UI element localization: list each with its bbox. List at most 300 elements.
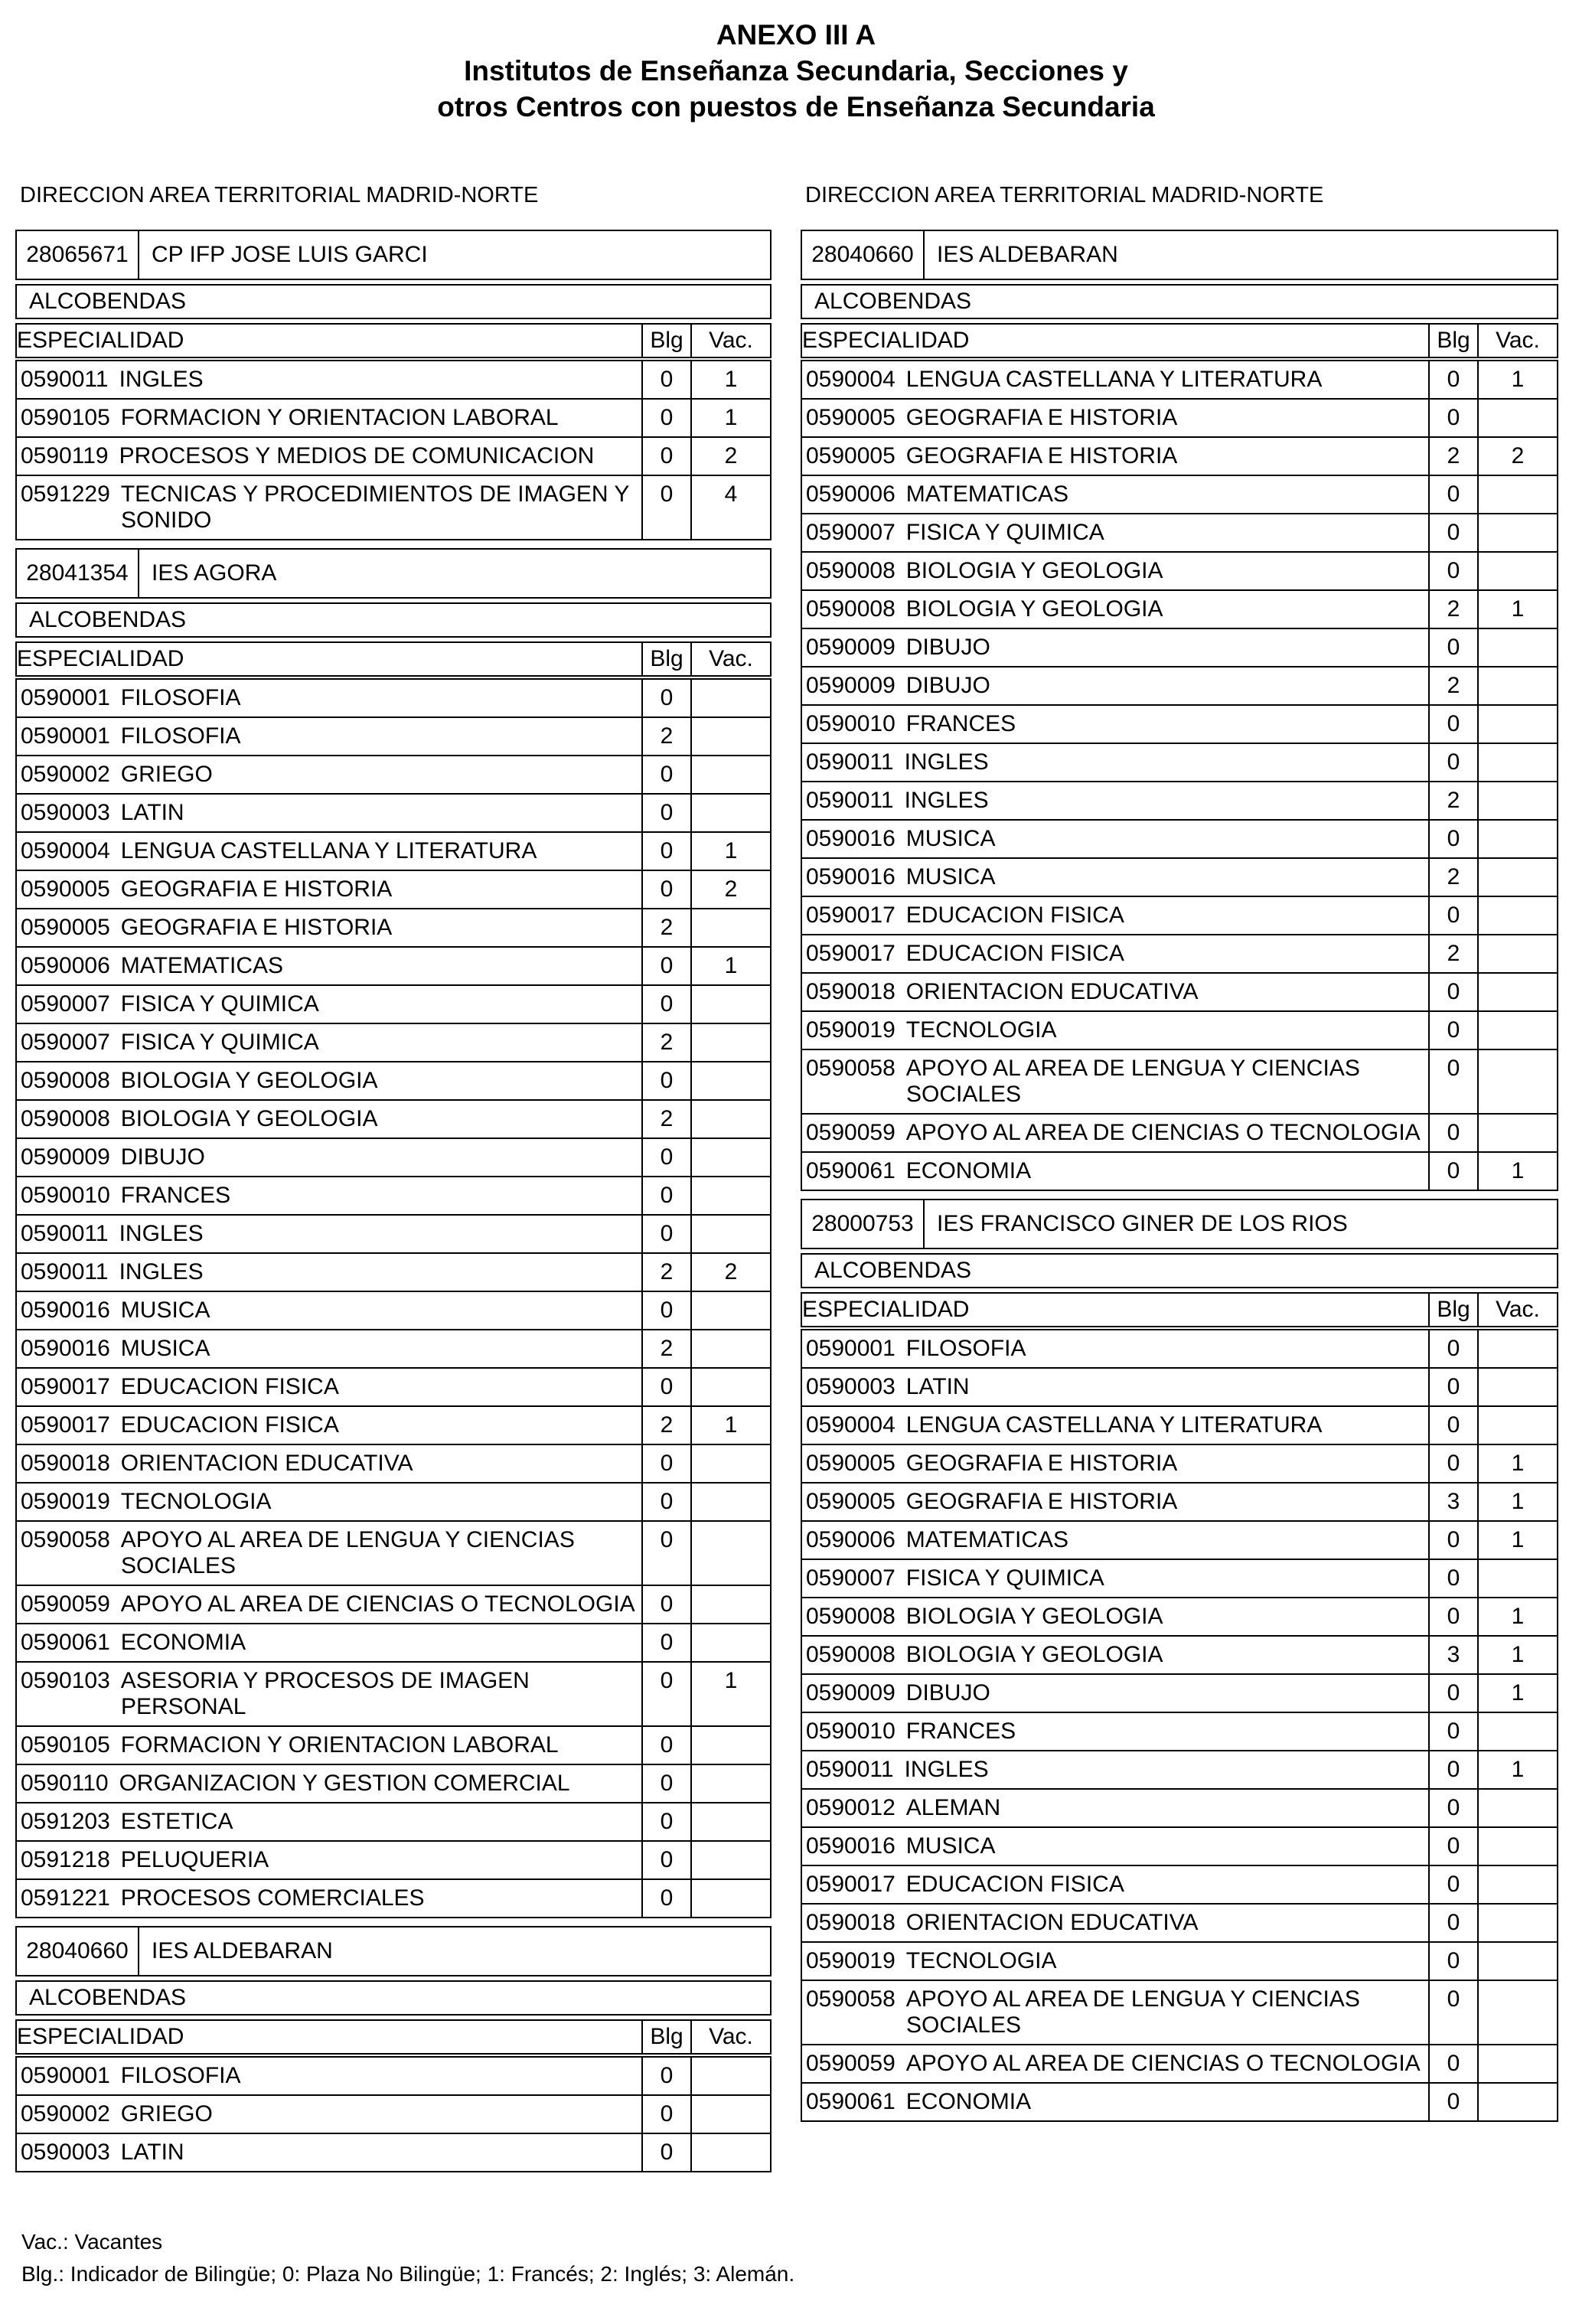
title-line-2: Institutos de Enseñanza Secundaria, Secciones y: [464, 55, 1128, 86]
specialty-row: [801, 514, 1558, 552]
title-line-3: otros Centros con puestos de Enseñanza Secundaria: [437, 91, 1155, 122]
vac-value: 1: [691, 832, 771, 870]
specialty-code: 0590010: [806, 711, 895, 736]
blg-value: 0: [1429, 475, 1478, 514]
blg-value: 0: [1429, 514, 1478, 552]
specialty-row: [801, 1152, 1558, 1190]
specialty-name: EDUCACION FISICA: [905, 903, 1124, 928]
specialties-header-row: [801, 324, 1558, 359]
specialty-row: [801, 475, 1558, 514]
specialty-row: [801, 1114, 1558, 1152]
specialty-name: DIBUJO: [905, 1680, 990, 1705]
specialty-row: [801, 1674, 1558, 1712]
specialty-name: ECONOMIA: [120, 1630, 246, 1655]
specialty-code: 0590016: [21, 1297, 110, 1323]
specialty-row: [16, 475, 771, 540]
specialty-row: [801, 1942, 1558, 1980]
specialty-name: ECONOMIA: [905, 2089, 1032, 2114]
blg-value: 0: [642, 947, 691, 985]
specialty-name: INGLES: [119, 367, 204, 392]
specialty-code: 0590019: [806, 1017, 895, 1043]
blg-value: 0: [1429, 1049, 1478, 1114]
vac-value: [1478, 1827, 1558, 1865]
specialty-code: 0590008: [21, 1106, 110, 1131]
blg-value: 0: [642, 437, 691, 475]
specialty-name: MUSICA: [905, 826, 996, 851]
vac-value: [1478, 973, 1558, 1011]
specialty-code: 0591203: [21, 1809, 110, 1834]
specialties-table: [15, 641, 772, 1918]
vac-value: [691, 717, 771, 756]
blg-value: 0: [642, 1483, 691, 1521]
vac-value: [1478, 1049, 1558, 1114]
school-section: [15, 548, 772, 1918]
specialty-name: FORMACION Y ORIENTACION LABORAL: [120, 1732, 559, 1758]
specialties-table: [801, 1292, 1558, 2122]
specialty-name: FRANCES: [120, 1183, 231, 1208]
vac-value: [691, 1215, 771, 1253]
vac-column-header: Vac.: [1478, 324, 1558, 359]
legend-blg-line: Blg.: Indicador de Bilingüe; 0: Plaza No Bilingüe; 1: Francés; 2: Inglés; 3: Alemán.: [21, 2262, 795, 2286]
blg-value: 2: [642, 1406, 691, 1444]
vac-value: [1478, 628, 1558, 667]
blg-value: 0: [642, 1062, 691, 1100]
specialty-row: [801, 1636, 1558, 1674]
specialty-name: INGLES: [904, 788, 989, 813]
specialty-code: 0590012: [806, 1795, 895, 1820]
specialty-name: MATEMATICAS: [905, 1527, 1069, 1552]
school-code: 28000753: [802, 1200, 925, 1248]
specialty-row: [801, 1789, 1558, 1827]
specialty-code: 0590001: [21, 685, 110, 710]
vac-value: 1: [1478, 1521, 1558, 1559]
specialty-name: INGLES: [904, 1757, 989, 1782]
school-section: [801, 1199, 1558, 2122]
blg-value: 2: [1429, 590, 1478, 628]
blg-value: 2: [642, 1330, 691, 1368]
vac-value: 2: [691, 437, 771, 475]
blg-value: 0: [642, 1177, 691, 1215]
specialty-code: 0590005: [806, 443, 895, 468]
blg-value: 0: [1429, 1751, 1478, 1789]
specialty-name: BIOLOGIA Y GEOLOGIA: [905, 596, 1163, 622]
specialty-code: 0590002: [21, 2101, 110, 2127]
document-title: [0, 17, 1592, 125]
blg-value: 0: [642, 1291, 691, 1330]
specialty-row: [16, 1879, 771, 1918]
specialty-name: TECNOLOGIA: [120, 1489, 272, 1514]
specialty-code: 0590105: [21, 405, 110, 430]
specialty-code: 0591218: [21, 1847, 110, 1872]
blg-value: 0: [642, 2133, 691, 2172]
specialty-row: [16, 1368, 771, 1406]
blg-value: 0: [1429, 705, 1478, 743]
vac-value: [1478, 552, 1558, 590]
vac-value: [691, 1521, 771, 1585]
vac-value: [691, 794, 771, 832]
blg-column-header: Blg: [1429, 324, 1478, 359]
blg-value: 0: [642, 1764, 691, 1803]
specialty-row: [16, 1726, 771, 1764]
specialty-row: [16, 1406, 771, 1444]
blg-value: 0: [1429, 820, 1478, 858]
specialty-code: 0590009: [806, 635, 895, 660]
specialty-name: EDUCACION FISICA: [905, 941, 1124, 966]
specialty-row: [16, 1177, 771, 1215]
blg-column-header: Blg: [642, 642, 691, 677]
specialty-code: 0590001: [21, 2063, 110, 2088]
specialty-code: 0590018: [21, 1451, 110, 1476]
blg-value: 0: [1429, 896, 1478, 935]
vac-value: 4: [691, 475, 771, 540]
specialty-row: [801, 935, 1558, 973]
vac-value: [691, 756, 771, 794]
specialty-row: [801, 820, 1558, 858]
specialty-name: FISICA Y QUIMICA: [905, 520, 1104, 545]
specialty-name: MATEMATICAS: [120, 953, 284, 978]
blg-value: 0: [642, 1726, 691, 1764]
specialty-code: 0590004: [21, 838, 110, 863]
blg-value: 0: [642, 1521, 691, 1585]
school-name: IES ALDEBARAN: [937, 242, 1118, 267]
specialty-name: FORMACION Y ORIENTACION LABORAL: [120, 405, 559, 430]
specialty-row: [16, 1444, 771, 1483]
blg-value: 2: [642, 1253, 691, 1291]
specialty-code: 0590004: [806, 367, 895, 392]
specialty-name: PROCESOS Y MEDIOS DE COMUNICACION: [119, 443, 595, 468]
vac-value: [1478, 820, 1558, 858]
school-section: [801, 230, 1558, 1191]
vac-value: [1478, 1865, 1558, 1904]
blg-value: 0: [642, 1662, 691, 1726]
specialty-code: 0590006: [806, 1527, 895, 1552]
specialty-code: 0590009: [21, 1144, 110, 1170]
specialty-row: [16, 1215, 771, 1253]
specialty-code: 0590010: [21, 1183, 110, 1208]
vac-value: [691, 1726, 771, 1764]
vac-column-header: Vac.: [691, 642, 771, 677]
vac-value: 2: [691, 870, 771, 909]
specialty-code: 0590011: [806, 1757, 894, 1782]
vac-value: 1: [691, 947, 771, 985]
blg-value: 0: [1429, 1827, 1478, 1865]
specialty-row: [16, 1764, 771, 1803]
specialty-name: ORIENTACION EDUCATIVA: [120, 1451, 413, 1476]
blg-value: 0: [642, 2095, 691, 2133]
specialty-code: 0590018: [806, 979, 895, 1004]
specialty-row: [801, 1559, 1558, 1598]
specialty-name: ASESORIA Y PROCESOS DE IMAGEN PERSONAL: [120, 1668, 530, 1719]
specialty-code: 0590058: [806, 1056, 895, 1081]
blg-value: 0: [1429, 1328, 1478, 1368]
specialty-name: GEOGRAFIA E HISTORIA: [120, 915, 393, 940]
specialty-row: [801, 628, 1558, 667]
school-name: IES AGORA: [152, 560, 277, 586]
specialty-code: 0590007: [806, 1565, 895, 1591]
vac-value: [691, 1100, 771, 1138]
vac-value: [691, 1764, 771, 1803]
specialty-row: [801, 437, 1558, 475]
locality: ALCOBENDAS: [801, 1253, 1558, 1288]
specialty-code: 0590002: [21, 762, 110, 787]
blg-value: 0: [1429, 2045, 1478, 2083]
specialties-table: [15, 323, 772, 540]
specialty-row: [16, 2055, 771, 2095]
specialty-name: ORIENTACION EDUCATIVA: [905, 979, 1199, 1004]
specialty-name: FILOSOFIA: [120, 2063, 241, 2088]
blg-value: 0: [1429, 1521, 1478, 1559]
school-section: [15, 1926, 772, 2172]
vac-value: [1478, 1980, 1558, 2045]
blg-value: 2: [1429, 782, 1478, 820]
vac-value: [691, 2095, 771, 2133]
blg-value: 0: [642, 1841, 691, 1879]
specialty-code: 0590059: [806, 1120, 895, 1145]
vac-value: [691, 985, 771, 1023]
specialty-name: APOYO AL AREA DE CIENCIAS O TECNOLOGIA: [120, 1591, 635, 1617]
specialty-code: 0590008: [806, 1642, 895, 1667]
specialties-header-row: [16, 324, 771, 359]
blg-value: 2: [642, 909, 691, 947]
blg-value: 0: [642, 1368, 691, 1406]
specialty-code: 0590011: [21, 1259, 109, 1284]
vac-value: [691, 1023, 771, 1062]
blg-value: 0: [1429, 1904, 1478, 1942]
blg-value: 0: [642, 794, 691, 832]
specialty-row: [16, 2133, 771, 2172]
specialty-row: [16, 794, 771, 832]
blg-value: 0: [1429, 1598, 1478, 1636]
blg-value: 0: [642, 399, 691, 437]
vac-value: [691, 1624, 771, 1662]
specialty-code: 0590016: [806, 1833, 895, 1859]
vac-value: [691, 1444, 771, 1483]
specialty-code: 0590110: [21, 1771, 109, 1796]
specialty-code: 0590103: [21, 1668, 110, 1693]
specialty-code: 0590001: [806, 1336, 895, 1361]
specialty-name: FRANCES: [905, 1719, 1016, 1744]
specialties-header-row: [16, 642, 771, 677]
column-left: [15, 182, 772, 2180]
specialty-row: [16, 1803, 771, 1841]
vac-value: 1: [691, 359, 771, 399]
specialty-row: [16, 1624, 771, 1662]
vac-value: [691, 1585, 771, 1624]
blg-value: 0: [642, 1624, 691, 1662]
vac-value: 1: [691, 1662, 771, 1726]
specialty-code: 0590005: [806, 1451, 895, 1476]
school-name: IES FRANCISCO GINER DE LOS RIOS: [937, 1211, 1348, 1236]
specialty-row: [16, 2095, 771, 2133]
specialty-code: 0590019: [21, 1489, 110, 1514]
vac-value: [1478, 782, 1558, 820]
especialidad-column-header: ESPECIALIDAD: [16, 642, 642, 677]
sections-right: [801, 230, 1558, 2122]
vac-value: 1: [691, 399, 771, 437]
specialty-row: [801, 1483, 1558, 1521]
specialty-name: BIOLOGIA Y GEOLOGIA: [120, 1068, 378, 1093]
vac-value: [1478, 514, 1558, 552]
blg-value: 2: [642, 717, 691, 756]
specialty-name: INGLES: [119, 1221, 204, 1246]
specialty-name: FILOSOFIA: [905, 1336, 1026, 1361]
blg-value: 0: [1429, 628, 1478, 667]
specialty-name: EDUCACION FISICA: [120, 1412, 339, 1438]
specialty-row: [801, 896, 1558, 935]
blg-column-header: Blg: [642, 324, 691, 359]
blg-value: 0: [642, 870, 691, 909]
vac-value: [691, 2133, 771, 2172]
specialty-name: BIOLOGIA Y GEOLOGIA: [120, 1106, 378, 1131]
specialty-name: GEOGRAFIA E HISTORIA: [905, 443, 1178, 468]
vac-value: [1478, 667, 1558, 705]
specialty-row: [801, 1827, 1558, 1865]
specialty-row: [16, 1291, 771, 1330]
specialty-row: [16, 832, 771, 870]
vac-value: 1: [1478, 1674, 1558, 1712]
specialty-code: 0590017: [806, 903, 895, 928]
specialty-row: [16, 870, 771, 909]
blg-value: 2: [1429, 858, 1478, 896]
specialty-name: DIBUJO: [905, 673, 990, 698]
specialty-code: 0590011: [806, 749, 894, 775]
blg-value: 0: [1429, 1114, 1478, 1152]
vac-value: [1478, 2045, 1558, 2083]
specialty-code: 0590018: [806, 1910, 895, 1935]
specialty-name: BIOLOGIA Y GEOLOGIA: [905, 558, 1163, 583]
specialty-code: 0590009: [806, 673, 895, 698]
specialty-row: [801, 399, 1558, 437]
specialty-name: FISICA Y QUIMICA: [120, 991, 319, 1017]
specialty-name: LATIN: [905, 1374, 970, 1399]
specialty-row: [801, 1049, 1558, 1114]
locality: ALCOBENDAS: [15, 602, 772, 638]
specialty-name: GEOGRAFIA E HISTORIA: [120, 876, 393, 902]
specialty-name: ESTETICA: [120, 1809, 233, 1834]
school-header: [801, 230, 1558, 280]
specialty-name: ORIENTACION EDUCATIVA: [905, 1910, 1199, 1935]
specialty-name: ALEMAN: [905, 1795, 1001, 1820]
specialty-row: [801, 552, 1558, 590]
specialty-row: [16, 1253, 771, 1291]
specialties-table: [15, 2019, 772, 2172]
blg-value: 0: [1429, 1942, 1478, 1980]
blg-value: 0: [642, 985, 691, 1023]
vac-value: [691, 2055, 771, 2095]
vac-value: [1478, 1942, 1558, 1980]
vac-value: [1478, 705, 1558, 743]
vac-column-header: Vac.: [691, 2020, 771, 2055]
vac-value: [1478, 1406, 1558, 1444]
vac-value: [691, 1803, 771, 1841]
blg-value: 0: [642, 1138, 691, 1177]
especialidad-column-header: ESPECIALIDAD: [801, 324, 1429, 359]
specialty-code: 0590011: [21, 367, 109, 392]
specialties-table: [801, 323, 1558, 1191]
vac-value: 1: [1478, 1152, 1558, 1190]
blg-value: 0: [1429, 1152, 1478, 1190]
vac-value: 1: [691, 1406, 771, 1444]
vac-value: 2: [1478, 437, 1558, 475]
blg-value: 0: [1429, 1406, 1478, 1444]
specialty-code: 0590008: [806, 1604, 895, 1629]
vac-value: [1478, 1328, 1558, 1368]
blg-value: 0: [1429, 2083, 1478, 2121]
vac-value: 2: [691, 1253, 771, 1291]
specialty-row: [801, 858, 1558, 896]
specialties-header-row: [16, 2020, 771, 2055]
specialty-row: [801, 1598, 1558, 1636]
legend: [21, 2226, 794, 2290]
vac-value: [691, 1138, 771, 1177]
specialty-name: EDUCACION FISICA: [905, 1872, 1124, 1897]
specialty-name: EDUCACION FISICA: [120, 1374, 339, 1399]
vac-value: [691, 1177, 771, 1215]
specialty-row: [801, 1904, 1558, 1942]
specialty-row: [16, 1841, 771, 1879]
specialty-row: [16, 756, 771, 794]
specialty-code: 0590061: [806, 2089, 895, 2114]
vac-value: [1478, 475, 1558, 514]
specialty-row: [16, 947, 771, 985]
vac-value: [691, 909, 771, 947]
school-section: [15, 230, 772, 540]
specialty-name: INGLES: [119, 1259, 204, 1284]
specialty-row: [16, 1521, 771, 1585]
specialty-name: PROCESOS COMERCIALES: [120, 1885, 425, 1911]
specialty-code: 0590005: [21, 876, 110, 902]
specialty-code: 0590016: [806, 864, 895, 889]
school-header: [15, 1926, 772, 1976]
specialty-name: FISICA Y QUIMICA: [905, 1565, 1104, 1591]
specialty-row: [16, 1062, 771, 1100]
specialty-row: [16, 1023, 771, 1062]
specialty-code: 0590016: [806, 826, 895, 851]
specialty-row: [801, 1011, 1558, 1049]
specialty-row: [801, 2045, 1558, 2083]
blg-value: 0: [1429, 1789, 1478, 1827]
specialty-name: TECNICAS Y PROCEDIMIENTOS DE IMAGEN Y SONIDO: [120, 481, 629, 533]
specialty-row: [801, 743, 1558, 782]
blg-column-header: Blg: [642, 2020, 691, 2055]
specialty-row: [16, 359, 771, 399]
specialty-code: 0590061: [21, 1630, 110, 1655]
specialty-code: 0590003: [21, 2140, 110, 2165]
specialty-code: 0590009: [806, 1680, 895, 1705]
vac-value: [691, 1062, 771, 1100]
especialidad-column-header: ESPECIALIDAD: [16, 2020, 642, 2055]
vac-value: [1478, 1114, 1558, 1152]
specialty-name: MUSICA: [905, 864, 996, 889]
specialty-name: FILOSOFIA: [120, 723, 241, 749]
specialty-row: [16, 1585, 771, 1624]
specialty-row: [801, 1712, 1558, 1751]
locality: ALCOBENDAS: [15, 1980, 772, 2016]
specialty-row: [801, 705, 1558, 743]
blg-value: 2: [1429, 935, 1478, 973]
specialty-row: [16, 1100, 771, 1138]
specialty-name: FRANCES: [905, 711, 1016, 736]
blg-value: 0: [1429, 1368, 1478, 1406]
specialty-name: LATIN: [120, 800, 184, 825]
blg-value: 3: [1429, 1483, 1478, 1521]
specialty-row: [16, 1138, 771, 1177]
school-code: 28040660: [802, 231, 925, 279]
vac-value: [691, 1330, 771, 1368]
specialty-code: 0590007: [806, 520, 895, 545]
area-header-right: DIRECCION AREA TERRITORIAL MADRID-NORTE: [805, 183, 1324, 207]
specialty-code: 0590004: [806, 1412, 895, 1438]
